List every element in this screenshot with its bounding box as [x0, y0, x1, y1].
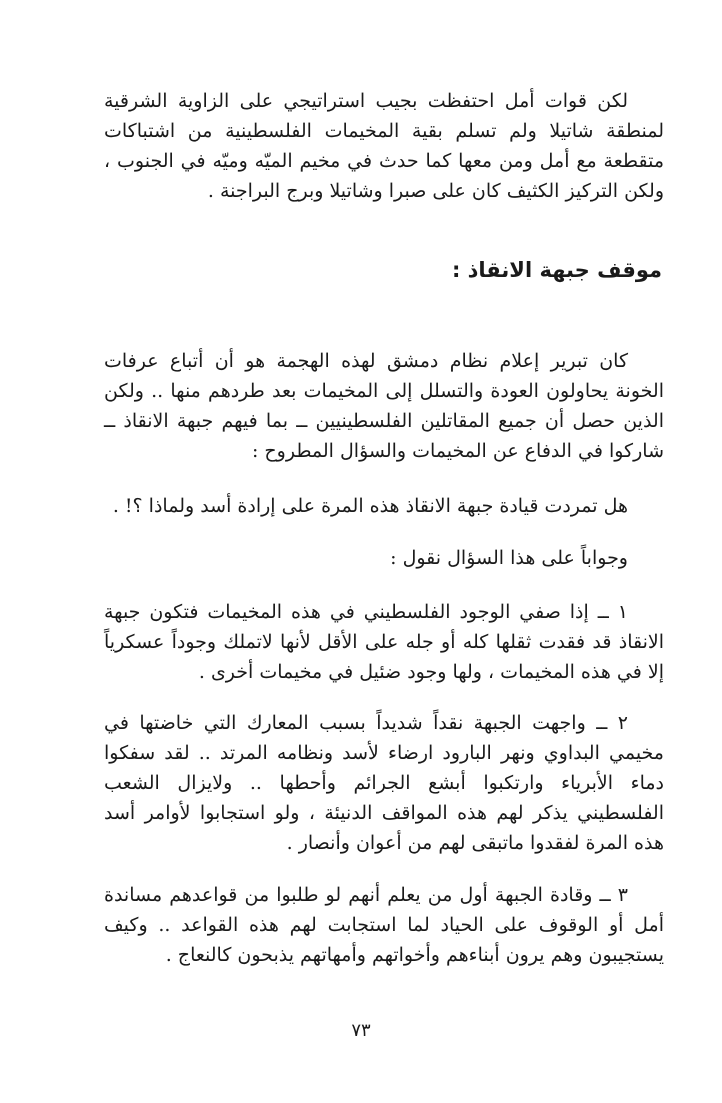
point-one: ١ ــ إذا صفي الوجود الفلسطيني في هذه المخيمات فتكون جبهة الانقاذ قد فقدت ثقلها كله أو جله على الأقل لأنها لاتملك وجوداً عسكرياً إلا في هذه المخيمات ، ولها وجود ضئيل في مخيمات أخرى .: [104, 601, 664, 683]
section-heading: موقف جبهة الانقاذ :: [451, 258, 662, 282]
paragraph-damascus-justification: كان تبرير إعلام نظام دمشق لهذه الهجمة هو أن أتباع عرفات الخونة يحاولون العودة والتسلل إلى المخيمات بعد طردهم منها .. ولكن الذين حصل أن جميع المقاتلين الفلسطينيين ــ بما فيهم جبهة الانقاذ ــ شاركوا في الدفاع عن المخيمات والسؤال المطروح :: [104, 350, 664, 462]
point-three: ٣ ــ وقادة الجبهة أول من يعلم أنهم لو طلبوا من قواعدهم مساندة أمل أو الوقوف على الحياد لما استجابت لهم هذه القواعد .. وكيف يستجيبون وهم يرون أبناءهم وأخواتهم وأمهاتهم يذبحون كالنعاج .: [104, 884, 664, 966]
paragraph-question: هل تمردت قيادة جبهة الانقاذ هذه المرة على إرادة أسد ولماذا ؟! .: [112, 495, 628, 517]
paragraph-answer-intro: وجواباً على هذا السؤال نقول :: [390, 547, 628, 569]
point-two: ٢ ــ واجهت الجبهة نقداً شديداً بسبب المعارك التي خاضتها في مخيمي البداوي ونهر البارود ارضاء لأسد ونظامه المرتد .. لقد سفكوا دماء الأبرياء وارتكبوا أبشع الجرائم وأحطها .. ولايزال الشعب الفلسطيني يذكر لهم هذه المواقف الدنيئة ، ولو استجابوا لأوامر أسد هذه المرة لفقدوا ماتبقى لهم من أعوان وأنصار .: [104, 712, 664, 854]
page-number: ٧٣: [351, 1020, 371, 1041]
paragraph-amal-forces: لكن قوات أمل احتفظت بجيب استراتيجي على الزاوية الشرقية لمنطقة شاتيلا ولم تسلم بقية المخيمات الفلسطينية من اشتباكات متقطعة مع أمل ومن معها كما حدث في مخيم الميّه وميّه في الجنوب ، ولكن التركيز الكثيف كان على صبرا وشاتيلا وبرج البراجنة .: [104, 90, 664, 202]
